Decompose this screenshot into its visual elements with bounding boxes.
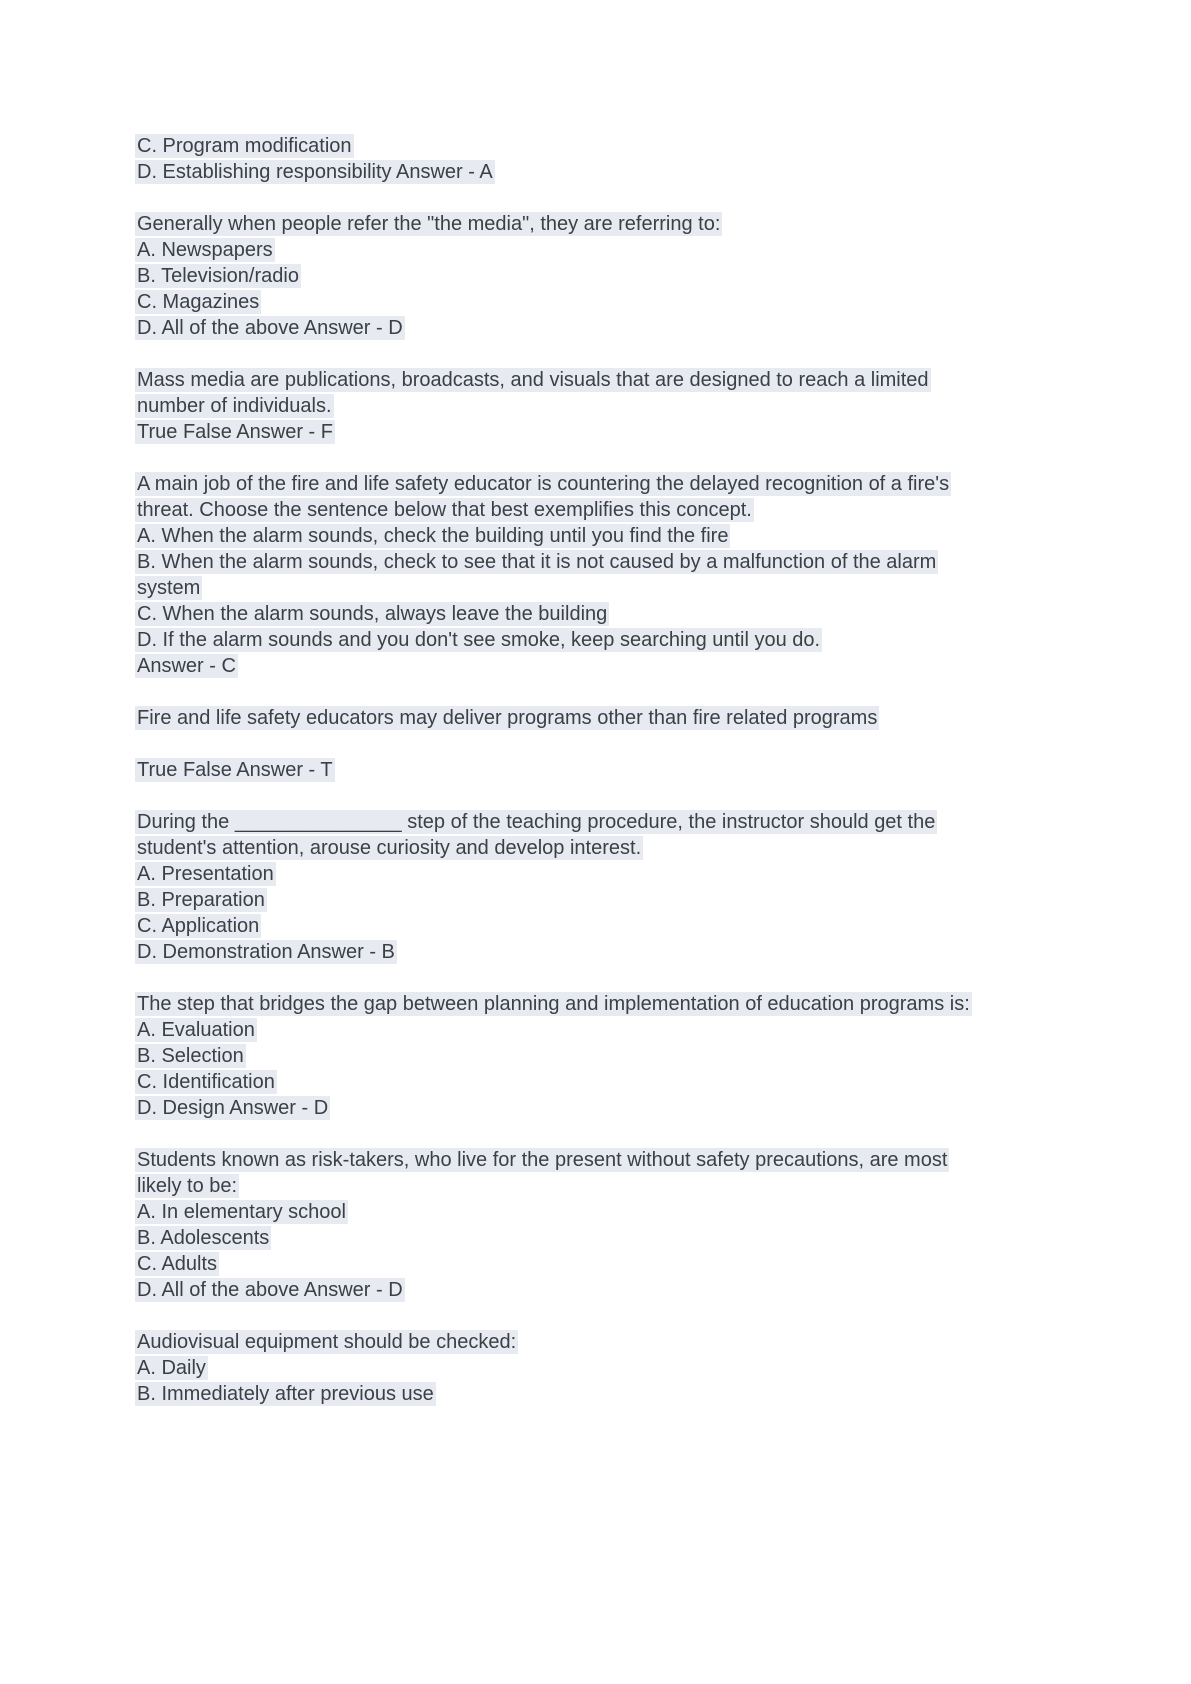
highlighted-text: A. When the alarm sounds, check the building until you find the fire: [137, 525, 729, 547]
highlighted-text: B. Preparation: [137, 889, 265, 911]
question-block: [135, 211, 981, 341]
highlighted-text: B. Adolescents: [137, 1227, 270, 1249]
highlighted-text: Fire and life safety educators may deliver programs other than fire related programs: [137, 707, 878, 729]
highlighted-text: A. Evaluation: [137, 1019, 255, 1041]
text-line: [135, 1199, 981, 1225]
highlighted-text: B. Selection: [137, 1045, 244, 1067]
text-line: [135, 991, 981, 1017]
text-line: [135, 263, 981, 289]
text-line: [135, 913, 981, 939]
text-line: [135, 601, 981, 627]
highlighted-text: The step that bridges the gap between planning and implementation of education programs is:: [137, 993, 970, 1015]
text-line: [135, 1147, 981, 1199]
highlighted-text: A. Newspapers: [137, 239, 273, 261]
highlighted-text: C. Application: [137, 915, 260, 937]
text-line: [135, 419, 981, 445]
highlighted-text: D. If the alarm sounds and you don't see smoke, keep searching until you do.: [137, 629, 821, 651]
highlighted-text: B. When the alarm sounds, check to see that it is not caused by a malfunction of the alarm system: [137, 551, 937, 599]
text-line: [135, 315, 981, 341]
text-line: [135, 1017, 981, 1043]
highlighted-text: Students known as risk-takers, who live for the present without safety precautions, are most likely to be:: [137, 1149, 948, 1197]
text-line: [135, 1277, 981, 1303]
text-line: [135, 471, 981, 523]
question-block: [135, 809, 981, 965]
highlighted-text: D. Demonstration Answer - B: [137, 941, 395, 963]
highlighted-text: A. Daily: [137, 1357, 206, 1379]
text-line: [135, 705, 981, 731]
highlighted-text: True False Answer - T: [137, 759, 333, 781]
text-line: [135, 887, 981, 913]
text-line: [135, 1329, 981, 1355]
text-line: [135, 1043, 981, 1069]
highlighted-text: C. Program modification: [137, 135, 352, 157]
text-line: [135, 809, 981, 861]
question-block: [135, 757, 981, 783]
question-block: [135, 1147, 981, 1303]
highlighted-text: A main job of the fire and life safety educator is countering the delayed recognition of a fire's threat. Choose the sentence below that best exemplifies this concept.: [137, 473, 950, 521]
highlighted-text: D. All of the above Answer - D: [137, 1279, 403, 1301]
text-line: [135, 627, 981, 653]
highlighted-text: D. Design Answer - D: [137, 1097, 329, 1119]
text-line: [135, 211, 981, 237]
text-line: [135, 653, 981, 679]
question-block: [135, 1329, 981, 1407]
document-content: [135, 133, 981, 1407]
text-line: [135, 523, 981, 549]
highlighted-text: C. Identification: [137, 1071, 275, 1093]
highlighted-text: Mass media are publications, broadcasts, and visuals that are designed to reach a limited number of individuals.: [137, 369, 929, 417]
highlighted-text: During the _______________ step of the teaching procedure, the instructor should get the student's attention, arouse curiosity and develop interest.: [137, 811, 936, 859]
text-line: [135, 1251, 981, 1277]
highlighted-text: A. In elementary school: [137, 1201, 346, 1223]
highlighted-text: B. Immediately after previous use: [137, 1383, 434, 1405]
highlighted-text: D. All of the above Answer - D: [137, 317, 403, 339]
highlighted-text: Generally when people refer the "the media", they are referring to:: [137, 213, 721, 235]
text-line: [135, 1355, 981, 1381]
question-block: [135, 471, 981, 679]
text-line: [135, 289, 981, 315]
text-line: [135, 133, 981, 159]
text-line: [135, 1095, 981, 1121]
highlighted-text: B. Television/radio: [137, 265, 299, 287]
highlighted-text: Audiovisual equipment should be checked:: [137, 1331, 517, 1353]
highlighted-text: C. Magazines: [137, 291, 260, 313]
text-line: [135, 757, 981, 783]
question-block: [135, 991, 981, 1121]
highlighted-text: C. Adults: [137, 1253, 218, 1275]
text-line: [135, 939, 981, 965]
highlighted-text: D. Establishing responsibility Answer - A: [137, 161, 493, 183]
text-line: [135, 367, 981, 419]
highlighted-text: Answer - C: [137, 655, 236, 677]
question-block: [135, 705, 981, 731]
highlighted-text: True False Answer - F: [137, 421, 333, 443]
question-block: [135, 133, 981, 185]
text-line: [135, 1225, 981, 1251]
text-line: [135, 1069, 981, 1095]
highlighted-text: C. When the alarm sounds, always leave the building: [137, 603, 608, 625]
question-block: [135, 367, 981, 445]
text-line: [135, 861, 981, 887]
text-line: [135, 237, 981, 263]
highlighted-text: A. Presentation: [137, 863, 274, 885]
text-line: [135, 159, 981, 185]
text-line: [135, 1381, 981, 1407]
text-line: [135, 549, 981, 601]
